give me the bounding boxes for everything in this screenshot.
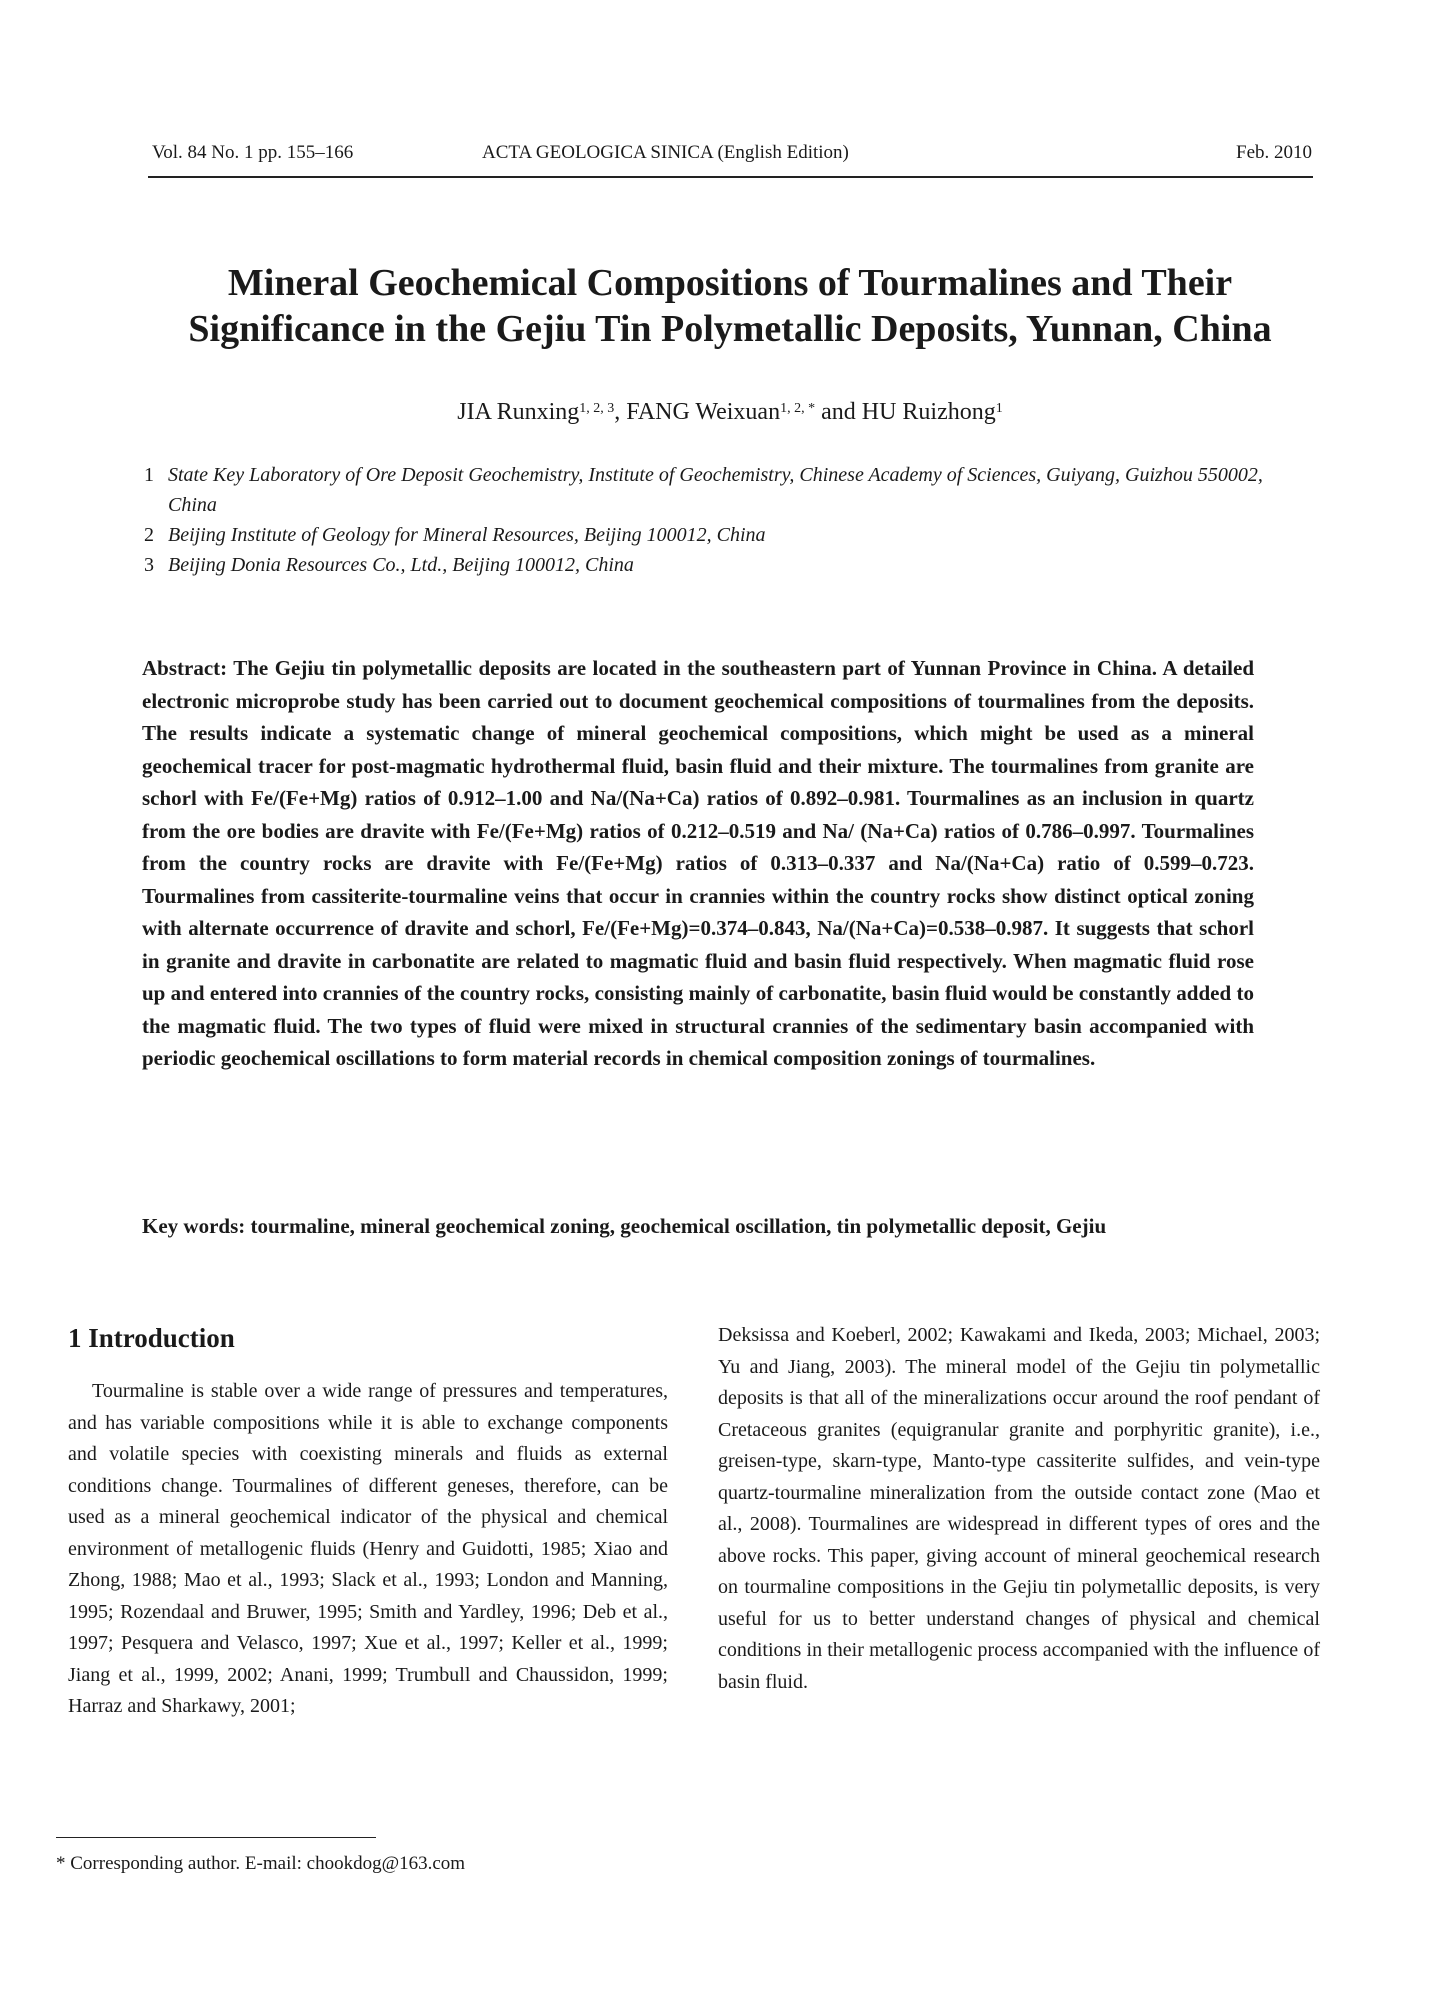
footnote-rule: [56, 1837, 376, 1838]
body-paragraph-continued: Deksissa and Koeberl, 2002; Kawakami and Ikeda, 2003; Michael, 2003; Yu and Jiang, 2003). The mineral model of the Gejiu tin polymetallic deposits is that all of the mineralizations occur around the roof pendant of Cretaceous granites (equigranular granite and porphyritic granite), i.e., greisen-type, skarn-type, Manto-type cassiterite sulfides, and vein-type quartz-tourmaline mineralization from the outside contact zone (Mao et al., 2008). Tourmalines are widespread in different types of ores and the above rocks. This paper, giving account of mineral geochemical research on tourmaline compositions in the Gejiu tin polymetallic deposits, is very useful for us to better understand changes of physical and chemical conditions in their metallogenic process accompanied with the influence of basin fluid.: [718, 1324, 1320, 1693]
author-separator: ,: [614, 399, 627, 425]
issue-date: Feb. 2010: [1236, 142, 1312, 163]
author-name: FANG Weixuan: [626, 399, 781, 425]
title-line-2: Significance in the Gejiu Tin Polymetallic Deposits, Yunnan, China: [188, 308, 1272, 350]
affiliation-number: 3: [144, 554, 154, 576]
author-affiliation-marks: 1, 2, *: [780, 401, 816, 416]
author-name: HU Ruizhong: [861, 399, 996, 425]
footnote: * Corresponding author. E-mail: chookdog@163.com: [56, 1853, 466, 1874]
left-column: [68, 1320, 668, 1723]
author-list: [150, 396, 1310, 428]
affiliation-text: Beijing Institute of Geology for Mineral Resources, Beijing 100012, China: [168, 524, 766, 546]
affiliation-text: State Key Laboratory of Ore Deposit Geochemistry, Institute of Geochemistry, Chinese Academy of Sciences, Guiyang, Guizhou 550002, China: [168, 464, 1263, 516]
affiliation-item: [144, 460, 1304, 520]
affiliation-item: [144, 520, 1304, 550]
author-name: JIA Runxing: [457, 399, 580, 425]
affiliation-item: [144, 550, 1304, 580]
running-head: [152, 138, 1312, 168]
volume-info: Vol. 84 No. 1 pp. 155–166: [152, 142, 354, 163]
header-rule: [148, 176, 1313, 178]
author-separator: and: [815, 399, 862, 425]
right-column: [718, 1320, 1320, 1698]
keywords: Key words: tourmaline, mineral geochemical zoning, geochemical oscillation, tin polymetallic deposit, Gejiu: [142, 1214, 1107, 1238]
author-affiliation-marks: 1, 2, 3: [579, 401, 615, 416]
affiliation-number: 2: [144, 524, 154, 546]
affiliation-number: 1: [144, 464, 154, 486]
section-heading: 1 Introduction: [68, 1323, 235, 1353]
journal-name: ACTA GEOLOGICA SINICA (English Edition): [482, 142, 849, 163]
title-line-1: Mineral Geochemical Compositions of Tourmalines and Their: [227, 262, 1233, 304]
affiliation-text: Beijing Donia Resources Co., Ltd., Beijing 100012, China: [168, 554, 634, 576]
author-affiliation-marks: 1: [995, 401, 1003, 416]
affiliation-list: [144, 460, 1304, 580]
paper-title: [150, 260, 1310, 352]
body-paragraph: Tourmaline is stable over a wide range of pressures and temperatures, and has variable compositions while it is able to exchange components and volatile species with coexisting minerals and fluids as external conditions change. Tourmalines of different geneses, therefore, can be used as a mineral geochemical indicator of the physical and chemical environment of metallogenic fluids (Henry and Guidotti, 1985; Xiao and Zhong, 1988; Mao et al., 1993; Slack et al., 1993; London and Manning, 1995; Rozendaal and Bruwer, 1995; Smith and Yardley, 1996; Deb et al., 1997; Pesquera and Velasco, 1997; Xue et al., 1997; Keller et al., 1999; Jiang et al., 1999, 2002; Anani, 1999; Trumbull and Chaussidon, 1999; Harraz and Sharkawy, 2001;: [68, 1380, 668, 1717]
abstract: Abstract: The Gejiu tin polymetallic deposits are located in the southeastern part of Yunnan Province in China. A detailed electronic microprobe study has been carried out to document geochemical compositions of tourmalines from the deposits. The results indicate a systematic change of mineral geochemical compositions, which might be used as a mineral geochemical tracer for post-magmatic hydrothermal fluid, basin fluid and their mixture. The tourmalines from granite are schorl with Fe/(Fe+Mg) ratios of 0.912–1.00 and Na/(Na+Ca) ratios of 0.892–0.981. Tourmalines as an inclusion in quartz from the ore bodies are dravite with Fe/(Fe+Mg) ratios of 0.212–0.519 and Na/ (Na+Ca) ratios of 0.786–0.997. Tourmalines from the country rocks are dravite with Fe/(Fe+Mg) ratios of 0.313–0.337 and Na/(Na+Ca) ratio of 0.599–0.723. Tourmalines from cassiterite-tourmaline veins that occur in crannies within the country rocks show distinct optical zoning with alternate occurrence of dravite and schorl, Fe/(Fe+Mg)=0.374–0.843, Na/(Na+Ca)=0.538–0.987. It suggests that schorl in granite and dravite in carbonatite are related to magmatic fluid and basin fluid respectively. When magmatic fluid rose up and entered into crannies of the country rocks, consisting mainly of carbonatite, basin fluid would be constantly added to the magmatic fluid. The two types of fluid were mixed in structural crannies of the sedimentary basin accompanied with periodic geochemical oscillations to form material records in chemical composition zonings of tourmalines.: [142, 656, 1254, 1070]
